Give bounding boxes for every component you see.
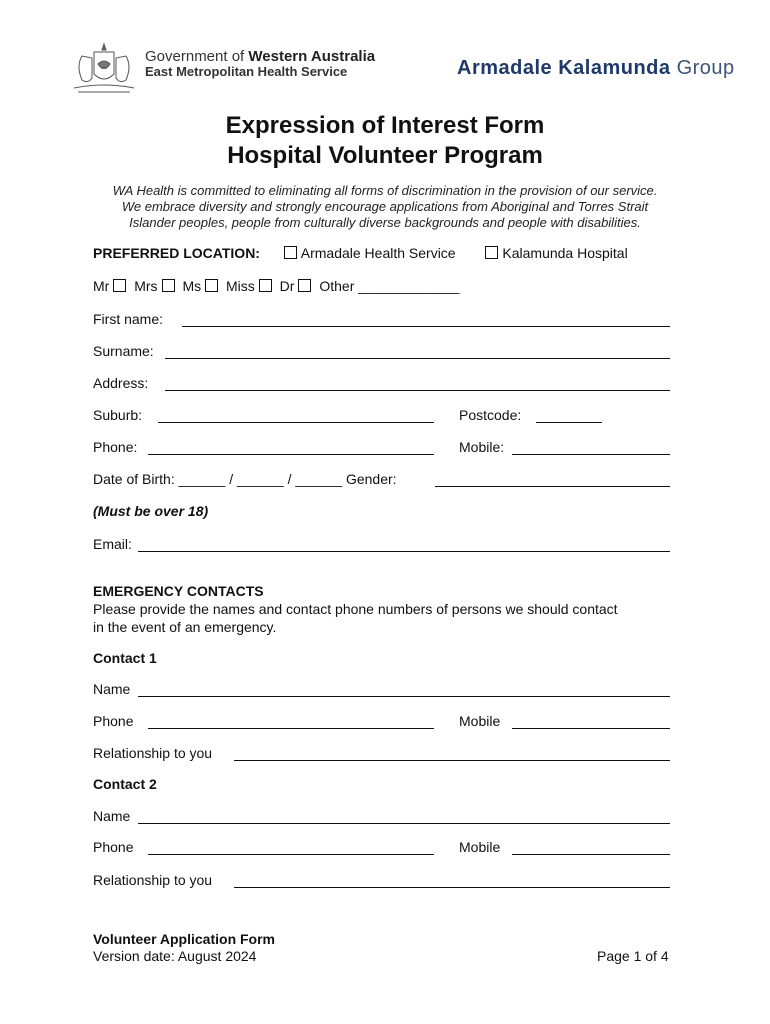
email-row [93,536,132,552]
miss-checkbox[interactable] [259,279,272,292]
intro-line: Islander peoples, people from culturally diverse backgrounds and people with disabilities. [129,215,641,230]
mrs-label: Mrs [134,278,158,294]
other-field[interactable]: _____________ [358,278,460,294]
footer-form-name: Volunteer Application Form [93,931,276,947]
miss-label: Miss [226,278,255,294]
dr-checkbox[interactable] [298,279,311,292]
other-label: Other [319,278,355,294]
contact-2-mobile-label: Mobile [459,839,501,855]
contact-2-mobile-field[interactable] [512,840,670,855]
contact-2-relationship-label: Relationship to you [93,872,213,888]
contact-2-phone-field[interactable] [148,840,434,855]
contact-2-heading: Contact 2 [93,776,157,792]
kalamunda-checkbox[interactable] [485,246,498,259]
email-field[interactable] [138,537,670,552]
contact-1-heading: Contact 1 [93,650,157,666]
postcode-row [459,407,521,423]
first-name-label: First name: [93,311,164,327]
postcode-label: Postcode: [459,407,522,423]
contact-2-relationship-field[interactable] [234,873,670,888]
address-row [93,375,148,391]
emergency-description-line: Please provide the names and contact phone numbers of persons we should contact [93,601,618,617]
contact-2-name-row [93,808,130,824]
suburb-label: Suburb: [93,407,143,423]
contact-1-relationship-field[interactable] [234,746,670,761]
phone-row [93,439,137,455]
mobile-label: Mobile: [459,439,505,455]
armadale-checkbox[interactable] [284,246,297,259]
preferred-location-row [93,245,628,261]
preferred-location-label: PREFERRED LOCATION: [93,245,260,261]
address-field[interactable] [165,376,670,391]
group-logo: Armadale Kalamunda Group [457,57,735,79]
age-requirement-note: (Must be over 18) [93,503,209,519]
ms-checkbox[interactable] [205,279,218,292]
armadale-label: Armadale Health Service [300,245,456,261]
dob-label: Date of Birth: ______ / ______ / ______ Gender: [93,471,397,487]
footer-page-number: Page 1 of 4 [597,948,669,964]
mobile-field[interactable] [512,440,670,455]
contact-1-phone-row [93,713,133,729]
contact-1-mobile-row [459,713,500,729]
contact-1-phone-label: Phone [93,713,134,729]
contact-1-phone-field[interactable] [148,714,434,729]
first-name-field[interactable] [182,312,670,327]
contact-2-phone-label: Phone [93,839,134,855]
title-row [93,278,459,294]
contact-2-phone-row [93,839,133,855]
emergency-description-line: in the event of an emergency. [93,619,277,635]
intro-line: We embrace diversity and strongly encourage applications from Aboriginal and Torres Strait [121,199,649,214]
intro-paragraph [92,183,678,231]
emergency-heading: EMERGENCY CONTACTS [93,583,264,599]
suburb-row [93,407,142,423]
address-label: Address: [93,375,149,391]
contact-1-mobile-label: Mobile [459,713,501,729]
surname-field[interactable] [165,344,670,359]
page-title: Expression of Interest Form [225,112,545,139]
footer-version-date: Version date: August 2024 [93,948,257,964]
mr-label: Mr [93,278,110,294]
contact-2-name-field[interactable] [138,809,670,824]
dob-row [93,471,397,487]
phone-label: Phone: [93,439,138,455]
first-name-row [93,311,163,327]
gender-field[interactable] [435,472,670,487]
contact-2-relationship-row [93,872,212,888]
mr-checkbox[interactable] [113,279,126,292]
page-subtitle: Hospital Volunteer Program [227,142,543,169]
email-label: Email: [93,536,132,552]
mrs-checkbox[interactable] [162,279,175,292]
suburb-field[interactable] [158,408,434,423]
contact-1-relationship-row [93,745,212,761]
postcode-field[interactable] [536,408,602,423]
contact-1-relationship-label: Relationship to you [93,745,213,761]
dr-label: Dr [279,278,295,294]
phone-field[interactable] [148,440,434,455]
contact-1-name-label: Name [93,681,131,697]
contact-1-name-row [93,681,130,697]
kalamunda-label: Kalamunda Hospital [502,245,628,261]
contact-1-name-field[interactable] [138,682,670,697]
government-name: Government of Western Australia [145,48,376,65]
contact-2-name-label: Name [93,808,131,824]
surname-row [93,343,154,359]
mobile-row [459,439,504,455]
coat-of-arms-logo [68,40,140,96]
surname-label: Surname: [93,343,154,359]
ms-label: Ms [182,278,202,294]
intro-line: WA Health is committed to eliminating all forms of discrimination in the provision of our service. [112,183,658,198]
contact-1-mobile-field[interactable] [512,714,670,729]
contact-2-mobile-row [459,839,500,855]
health-service-name: East Metropolitan Health Service [145,64,348,79]
